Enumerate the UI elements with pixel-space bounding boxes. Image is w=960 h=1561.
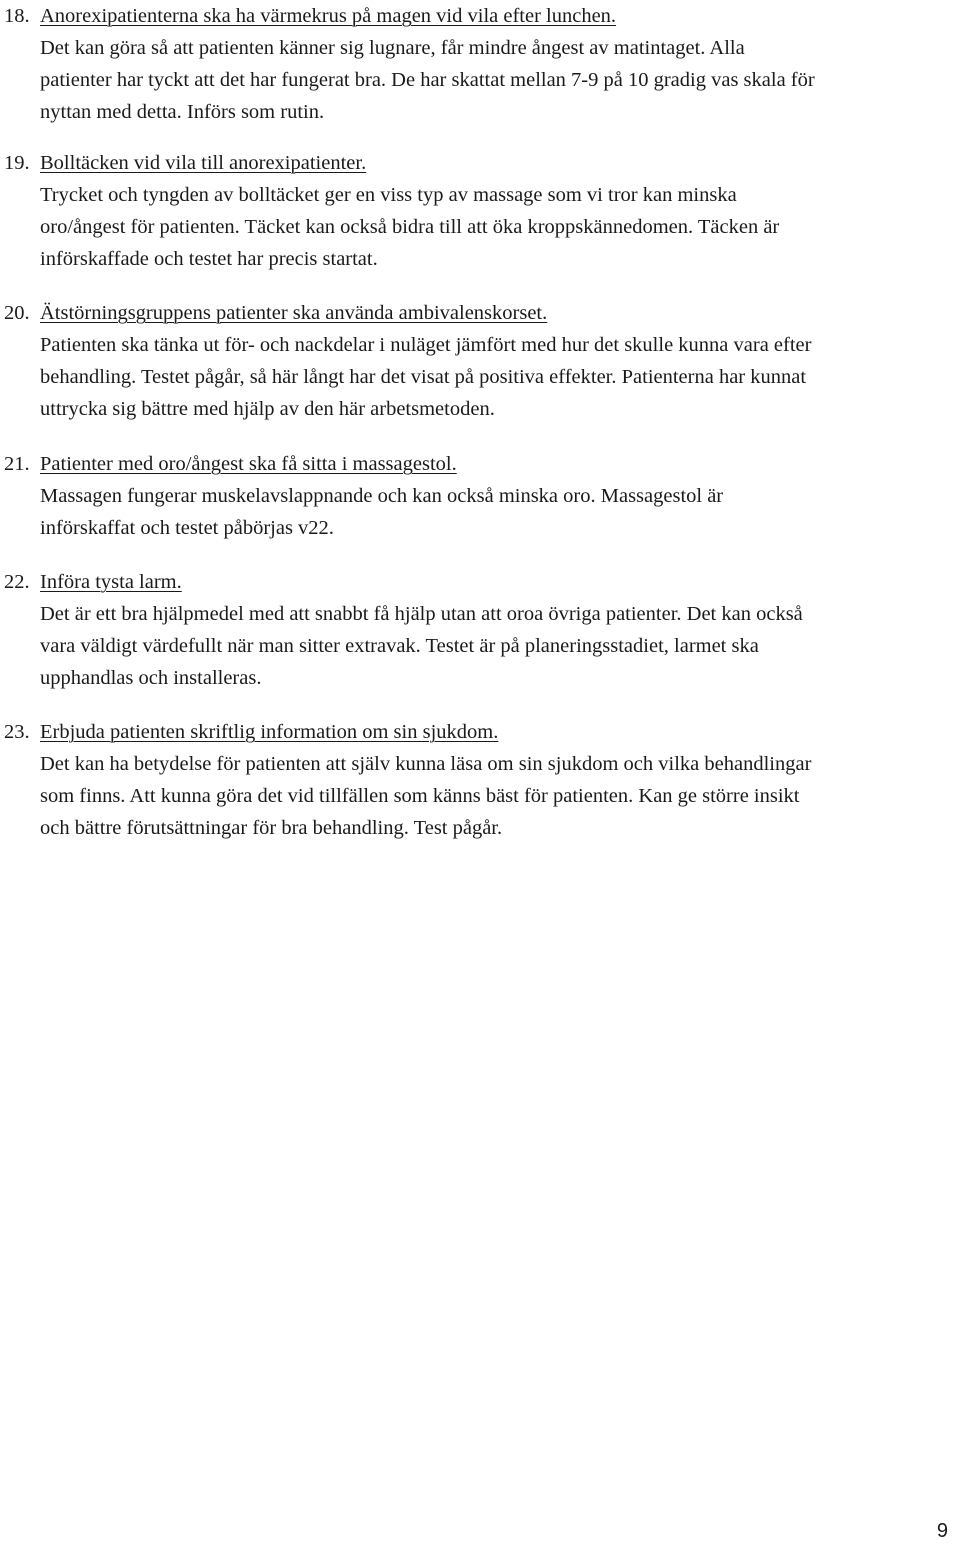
item-heading: Anorexipatienterna ska ha värmekrus på magen vid vila efter lunchen. xyxy=(40,5,617,27)
item-text-line: behandling. Testet pågår, så här långt har det visat på positiva effekter. Patienterna har kunnat xyxy=(40,366,807,388)
item-content xyxy=(40,297,958,425)
item-number: 23. xyxy=(4,721,30,743)
item-content xyxy=(40,0,958,128)
item-content xyxy=(40,716,958,844)
item-number: 20. xyxy=(4,302,30,324)
item-number: 21. xyxy=(4,453,30,475)
item-text-line: patienter har tyckt att det har fungerat bra. De har skattat mellan 7-9 på 10 gradig vas skala för xyxy=(40,69,815,91)
item-text-line: och bättre förutsättningar för bra behandling. Test pågår. xyxy=(40,817,503,839)
item-heading: Ätstörningsgruppens patienter ska använda ambivalenskorset. xyxy=(40,302,548,324)
item-heading: Bolltäcken vid vila till anorexipatienter. xyxy=(40,152,367,174)
item-text-line: oro/ångest för patienten. Täcket kan också bidra till att öka kroppskännedomen. Täcken är xyxy=(40,216,780,238)
item-text-line: vara väldigt värdefullt när man sitter extravak. Testet är på planeringsstadiet, larmet ska xyxy=(40,635,759,657)
item-text-line: upphandlas och installeras. xyxy=(40,667,262,689)
item-content xyxy=(40,147,958,275)
item-heading: Patienter med oro/ångest ska få sitta i massagestol. xyxy=(40,453,457,475)
item-text-line: Det kan göra så att patienten känner sig lugnare, får mindre ångest av matintaget. Alla xyxy=(40,37,745,59)
item-text-line: Trycket och tyngden av bolltäcket ger en viss typ av massage som vi tror kan minska xyxy=(40,184,737,206)
item-text-line: Det är ett bra hjälpmedel med att snabbt få hjälp utan att oroa övriga patienter. Det kan också xyxy=(40,603,803,625)
item-text-line: nyttan med detta. Införs som rutin. xyxy=(40,101,325,123)
item-content xyxy=(40,566,958,694)
item-text-line: införskaffade och testet har precis startat. xyxy=(40,248,378,270)
item-number: 19. xyxy=(4,152,30,174)
item-text-line: uttrycka sig bättre med hjälp av den här arbetsmetoden. xyxy=(40,398,495,420)
page-number: 9 xyxy=(936,1520,948,1542)
item-text-line: Det kan ha betydelse för patienten att själv kunna läsa om sin sjukdom och vilka behandlingar xyxy=(40,753,812,775)
item-content xyxy=(40,448,958,544)
item-number: 18. xyxy=(4,5,30,27)
item-text-line: som finns. Att kunna göra det vid tillfällen som känns bäst för patienten. Kan ge större insikt xyxy=(40,785,800,807)
item-heading: Införa tysta larm. xyxy=(40,571,182,593)
item-number: 22. xyxy=(4,571,30,593)
item-text-line: Massagen fungerar muskelavslappnande och kan också minska oro. Massagestol är xyxy=(40,485,724,507)
item-text-line: Patienten ska tänka ut för- och nackdelar i nuläget jämfört med hur det skulle kunna vara efter xyxy=(40,334,812,356)
item-text-line: införskaffat och testet påbörjas v22. xyxy=(40,517,334,539)
item-heading: Erbjuda patienten skriftlig information om sin sjukdom. xyxy=(40,721,499,743)
